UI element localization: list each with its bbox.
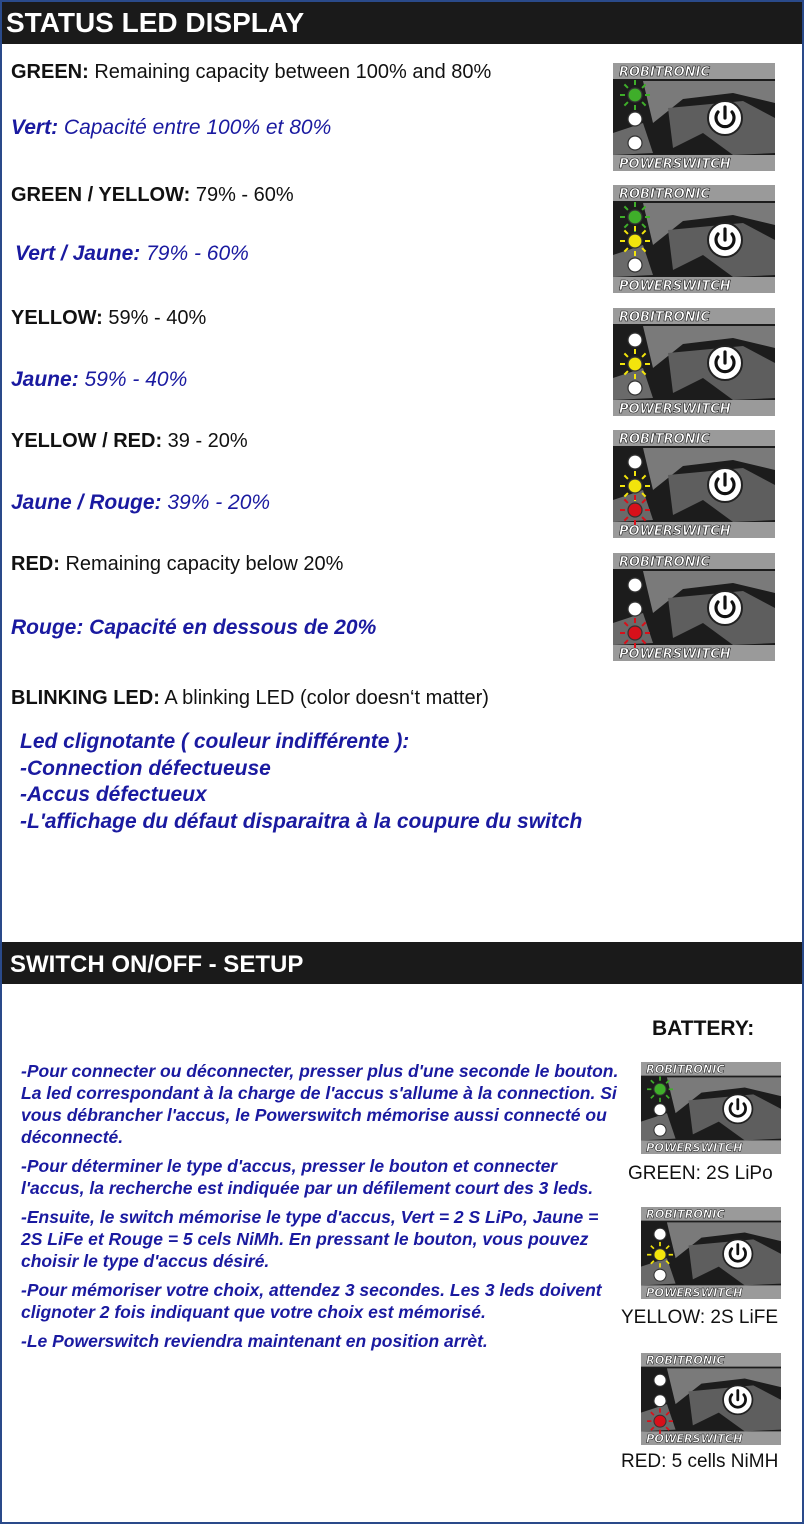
brand-logo-text: ROBITRONIC xyxy=(619,432,710,447)
setup-paragraph: -Le Powerswitch reviendra maintenant en position arrèt. xyxy=(21,1331,488,1351)
model-logo-text: POWERSWITCH xyxy=(619,279,731,293)
model-logo-text: POWERSWITCH xyxy=(619,402,731,416)
powerswitch-graphic xyxy=(613,308,775,416)
powerswitch-image-battery-nimh xyxy=(641,1353,781,1445)
led-off-icon xyxy=(654,1228,666,1240)
led-off-icon xyxy=(628,112,642,126)
section-title-switch-setup: SWITCH ON/OFF - SETUP xyxy=(2,942,802,984)
led-off-icon xyxy=(628,136,642,150)
led-off-icon xyxy=(628,333,642,347)
model-logo-text: POWERSWITCH xyxy=(646,1432,743,1445)
powerswitch-graphic xyxy=(613,553,775,661)
brand-logo-text: ROBITRONIC xyxy=(646,1208,725,1222)
led-off-icon xyxy=(628,578,642,592)
setup-paragraph: -Pour déterminer le type d'accus, presser le bouton et connecter l'accus, la recherche est indiquée par un défilement court des 3 leds. xyxy=(21,1156,594,1198)
powerswitch-image-yellow xyxy=(613,308,775,416)
brand-logo-text: ROBITRONIC xyxy=(646,1063,725,1077)
powerswitch-image-battery-lipo xyxy=(641,1062,781,1154)
led-yellow-icon xyxy=(620,226,650,256)
powerswitch-image-yellow-red xyxy=(613,430,775,538)
powerswitch-graphic xyxy=(641,1062,781,1154)
row-green-en: GREEN: Remaining capacity between 100% and 80% xyxy=(11,61,492,83)
setup-paragraph: -Ensuite, le switch mémorise le type d'accus, Vert = 2 S LiPo, Jaune = 2S LiFe et Rouge = 5 cels NiMh. En pressant le bouton, vous pouvez choisir le type d'accus désiré. xyxy=(21,1207,599,1271)
battery-title: BATTERY: xyxy=(652,1017,755,1040)
brand-logo-text: ROBITRONIC xyxy=(619,310,710,325)
brand-logo-text: ROBITRONIC xyxy=(646,1354,725,1368)
model-logo-text: POWERSWITCH xyxy=(646,1286,743,1299)
brand-logo-text: ROBITRONIC xyxy=(619,555,710,570)
row-yellow-fr: Jaune: 59% - 40% xyxy=(11,368,188,391)
powerswitch-image-green-yellow xyxy=(613,185,775,293)
setup-paragraph: -Pour mémoriser votre choix, attendez 3 secondes. Les 3 leds doivent clignoter 2 fois indiquant que votre choix est mémorisé. xyxy=(21,1280,602,1322)
led-green-icon xyxy=(620,80,650,110)
powerswitch-graphic xyxy=(641,1207,781,1299)
setup-instructions xyxy=(21,1060,621,1359)
led-green-icon xyxy=(647,1076,673,1102)
led-off-icon xyxy=(654,1374,666,1386)
row-yellow-en: YELLOW: 59% - 40% xyxy=(11,307,207,329)
led-red-icon xyxy=(647,1408,673,1434)
led-off-icon xyxy=(628,381,642,395)
brand-logo-text: ROBITRONIC xyxy=(619,65,710,80)
blinking-fr-line: -Accus défectueux xyxy=(20,783,207,806)
brand-logo-text: ROBITRONIC xyxy=(619,187,710,202)
led-off-icon xyxy=(628,258,642,272)
model-logo-text: POWERSWITCH xyxy=(646,1141,743,1154)
battery-caption-life: YELLOW: 2S LiFE xyxy=(621,1307,778,1328)
row-green-fr: Vert: Capacité entre 100% et 80% xyxy=(11,116,332,139)
setup-paragraph: -Pour connecter ou déconnecter, presser plus d'une seconde le bouton. La led correspondant à la charge de l'accus s'allume à la connection. Si vous débrancher l'accus, le Powerswitch mémorise aussi connecté ou déconnecté. xyxy=(21,1061,619,1147)
blinking-fr-line: -L'affichage du défaut disparaitra à la coupure du switch xyxy=(20,809,583,833)
battery-caption-nimh: RED: 5 cells NiMH xyxy=(621,1451,779,1472)
led-off-icon xyxy=(654,1395,666,1407)
powerswitch-graphic xyxy=(613,430,775,538)
row-red-en: RED: Remaining capacity below 20% xyxy=(11,553,344,575)
led-off-icon xyxy=(628,455,642,469)
led-red-icon xyxy=(620,495,650,525)
blinking-fr-block xyxy=(20,729,582,835)
row-yellow-red-en: YELLOW / RED: 39 - 20% xyxy=(11,430,248,452)
model-logo-text: POWERSWITCH xyxy=(619,157,731,171)
powerswitch-image-green xyxy=(613,63,775,171)
blinking-fr-line: Led clignotante ( couleur indifférente ): xyxy=(20,730,410,753)
model-logo-text: POWERSWITCH xyxy=(619,524,731,538)
powerswitch-image-battery-life xyxy=(641,1207,781,1299)
powerswitch-graphic xyxy=(641,1353,781,1445)
row-blinking-en: BLINKING LED: A blinking LED (color doesn‘t matter) xyxy=(11,687,489,709)
row-green-yellow-en: GREEN / YELLOW: 79% - 60% xyxy=(11,184,294,206)
led-yellow-icon xyxy=(620,349,650,379)
row-red-fr: Rouge: Capacité en dessous de 20% xyxy=(11,616,377,639)
model-logo-text: POWERSWITCH xyxy=(619,647,731,661)
powerswitch-graphic xyxy=(613,63,775,171)
section-title-status-led: STATUS LED DISPLAY xyxy=(2,2,802,44)
led-yellow-icon xyxy=(647,1242,673,1268)
powerswitch-image-red xyxy=(613,553,775,661)
row-yellow-red-fr: Jaune / Rouge: 39% - 20% xyxy=(11,491,271,514)
led-off-icon xyxy=(654,1104,666,1116)
battery-caption-lipo: GREEN: 2S LiPo xyxy=(628,1163,773,1184)
led-off-icon xyxy=(628,602,642,616)
row-green-yellow-fr: Vert / Jaune: 79% - 60% xyxy=(15,242,249,265)
led-red-icon xyxy=(620,618,650,648)
powerswitch-graphic xyxy=(613,185,775,293)
led-off-icon xyxy=(654,1269,666,1281)
led-off-icon xyxy=(654,1124,666,1136)
blinking-fr-line: -Connection défectueuse xyxy=(20,756,271,780)
